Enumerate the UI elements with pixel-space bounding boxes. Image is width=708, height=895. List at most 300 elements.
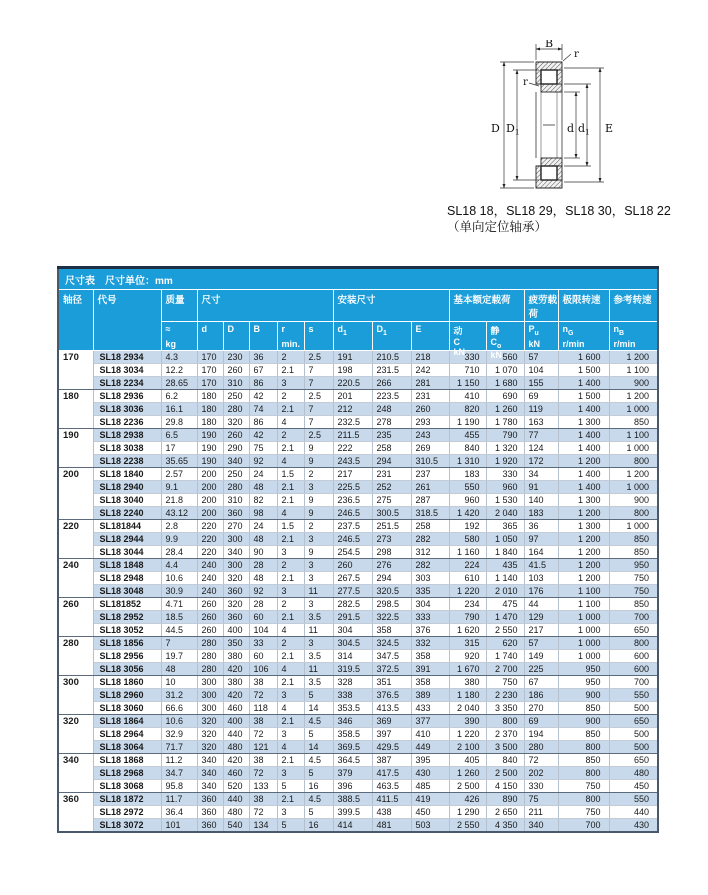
cell-s: 3.5 [304, 650, 333, 663]
cell-d1: 267.5 [333, 572, 372, 585]
cell-d: 260 [197, 598, 223, 611]
cell-C: 550 [449, 481, 486, 494]
cell-d: 220 [197, 546, 223, 559]
cell-d1: 364.5 [333, 754, 372, 767]
cell-s: 9 [304, 442, 333, 455]
cell-code: SL18 3064 [93, 741, 161, 754]
cell-D: 250 [223, 390, 249, 403]
cell-Pu: 217 [524, 624, 558, 637]
cell-D: 440 [223, 728, 249, 741]
cell-C: 960 [449, 494, 486, 507]
cell-C: 610 [449, 572, 486, 585]
cell-E: 304 [411, 598, 449, 611]
cell-code: SL181844 [93, 520, 161, 533]
cell-E: 419 [411, 793, 449, 806]
cell-D1: 275 [372, 494, 411, 507]
cell-d1: 304 [333, 624, 372, 637]
cell-s: 2.5 [304, 390, 333, 403]
cell-d1: 225.5 [333, 481, 372, 494]
cell-d: 320 [197, 728, 223, 741]
cell-d1: 338 [333, 689, 372, 702]
cell-Pu: 36 [524, 520, 558, 533]
cell-d1: 212 [333, 403, 372, 416]
label-d1: $d_1$ [578, 122, 590, 137]
cell-d: 360 [197, 806, 223, 819]
subheader-r-min: r min. [277, 322, 304, 351]
cell-E: 258 [411, 520, 449, 533]
cell-d: 240 [197, 559, 223, 572]
cell-d1: 328 [333, 676, 372, 689]
cell-D1: 251.5 [372, 520, 411, 533]
cell-shaft-diameter: 220 [58, 520, 93, 559]
cell-Co: 4 350 [486, 819, 524, 833]
cell-Co: 2 550 [486, 624, 524, 637]
cell-D1: 347.5 [372, 650, 411, 663]
cell-s: 5 [304, 728, 333, 741]
table-row [58, 572, 658, 585]
table-row [58, 533, 658, 546]
table-row [58, 702, 658, 715]
cell-D: 460 [223, 767, 249, 780]
cell-d: 300 [197, 702, 223, 715]
cell-d: 180 [197, 416, 223, 429]
table-row [58, 429, 658, 442]
cell-d: 170 [197, 351, 223, 364]
cell-d: 360 [197, 793, 223, 806]
cell-s: 16 [304, 819, 333, 833]
cell-E: 358 [411, 650, 449, 663]
cell-Pu: 163 [524, 416, 558, 429]
dimension-table [57, 266, 659, 833]
cell-d: 280 [197, 663, 223, 676]
cell-d: 170 [197, 364, 223, 377]
cell-s: 11 [304, 663, 333, 676]
cell-r: 4 [277, 741, 304, 754]
table-row [58, 403, 658, 416]
header-ref-speed: 参考转速 [609, 290, 658, 322]
cell-Co: 2 370 [486, 728, 524, 741]
cell-d: 190 [197, 429, 223, 442]
cell-E: 377 [411, 715, 449, 728]
label-B: B [544, 40, 554, 50]
cell-d1: 246.5 [333, 507, 372, 520]
cell-code: SL181852 [93, 598, 161, 611]
cell-r: 4 [277, 702, 304, 715]
cell-d1: 211.5 [333, 429, 372, 442]
cell-D: 360 [223, 611, 249, 624]
cell-code: SL18 2956 [93, 650, 161, 663]
cell-E: 376 [411, 624, 449, 637]
cell-B: 90 [249, 546, 277, 559]
cell-C: 234 [449, 598, 486, 611]
cell-nG: 1 200 [558, 559, 609, 572]
cell-B: 134 [249, 819, 277, 833]
cell-nG: 1 100 [558, 598, 609, 611]
cell-code: SL18 1848 [93, 559, 161, 572]
table-row [58, 559, 658, 572]
cell-r: 2.1 [277, 676, 304, 689]
cell-B: 92 [249, 585, 277, 598]
cell-B: 133 [249, 780, 277, 793]
subheader-dynamic-C: 动 C kN [449, 322, 486, 351]
cell-nG: 850 [558, 754, 609, 767]
cell-nB: 800 [609, 637, 658, 650]
label-r-inner: r [523, 77, 528, 88]
cell-C: 2 100 [449, 741, 486, 754]
cell-nG: 800 [558, 741, 609, 754]
cell-C: 710 [449, 364, 486, 377]
table-row [58, 806, 658, 819]
cell-r: 1.5 [277, 520, 304, 533]
cell-Pu: 103 [524, 572, 558, 585]
cell-Co: 2 700 [486, 663, 524, 676]
cell-nG: 1 400 [558, 429, 609, 442]
cell-Pu: 75 [524, 793, 558, 806]
cell-Pu: 164 [524, 546, 558, 559]
cell-nG: 1 200 [558, 507, 609, 520]
cell-B: 60 [249, 650, 277, 663]
cell-D1: 413.5 [372, 702, 411, 715]
cell-Pu: 44 [524, 598, 558, 611]
cell-code: SL18 2972 [93, 806, 161, 819]
cell-E: 312 [411, 546, 449, 559]
cell-D1: 369 [372, 715, 411, 728]
cell-nB: 550 [609, 793, 658, 806]
cell-d1: 243.5 [333, 455, 372, 468]
cell-nB: 500 [609, 741, 658, 754]
cell-mass: 31.2 [161, 689, 197, 702]
cell-D1: 258 [372, 442, 411, 455]
cell-C: 1 310 [449, 455, 486, 468]
table-row [58, 546, 658, 559]
cell-nB: 750 [609, 585, 658, 598]
table-row [58, 585, 658, 598]
cell-d: 190 [197, 442, 223, 455]
cell-code: SL18 3052 [93, 624, 161, 637]
cell-nB: 850 [609, 546, 658, 559]
cell-B: 75 [249, 442, 277, 455]
cell-D: 380 [223, 676, 249, 689]
cell-D1: 411.5 [372, 793, 411, 806]
cell-C: 2 550 [449, 819, 486, 833]
cell-E: 231 [411, 390, 449, 403]
drawing-caption-models: SL18 18，SL18 29，SL18 30，SL18 22 [447, 204, 671, 218]
cell-mass: 35.65 [161, 455, 197, 468]
cell-Pu: 124 [524, 442, 558, 455]
cell-B: 28 [249, 598, 277, 611]
cell-D: 480 [223, 806, 249, 819]
header-mass: 质量 [161, 290, 197, 322]
cell-E: 261 [411, 481, 449, 494]
cell-C: 1 220 [449, 585, 486, 598]
cell-E: 389 [411, 689, 449, 702]
cell-nG: 1 200 [558, 533, 609, 546]
cell-r: 3 [277, 585, 304, 598]
cell-C: 410 [449, 390, 486, 403]
cell-s: 9 [304, 507, 333, 520]
cell-s: 3 [304, 572, 333, 585]
cell-D: 320 [223, 572, 249, 585]
cell-d: 220 [197, 533, 223, 546]
cell-D: 420 [223, 663, 249, 676]
cell-Pu: 140 [524, 494, 558, 507]
cell-C: 2 500 [449, 780, 486, 793]
cell-E: 450 [411, 806, 449, 819]
cell-s: 7 [304, 403, 333, 416]
cell-d: 240 [197, 585, 223, 598]
table-row [58, 689, 658, 702]
cell-shaft-diameter: 320 [58, 715, 93, 754]
cell-mass: 9.1 [161, 481, 197, 494]
cell-shaft-diameter: 300 [58, 676, 93, 715]
cell-d1: 191 [333, 351, 372, 364]
cell-Co: 750 [486, 676, 524, 689]
bearing-drawing-svg [448, 40, 662, 200]
cell-D: 250 [223, 468, 249, 481]
cell-r: 2.1 [277, 650, 304, 663]
cell-C: 1 220 [449, 728, 486, 741]
cell-C: 330 [449, 351, 486, 364]
cell-D: 540 [223, 819, 249, 833]
cell-nG: 900 [558, 689, 609, 702]
cell-code: SL18 3038 [93, 442, 161, 455]
cell-mass: 28.4 [161, 546, 197, 559]
cell-E: 410 [411, 728, 449, 741]
cell-Pu: 280 [524, 741, 558, 754]
cell-E: 282 [411, 559, 449, 572]
cell-E: 391 [411, 663, 449, 676]
table-row [58, 494, 658, 507]
cell-B: 38 [249, 793, 277, 806]
cell-Co: 3 350 [486, 702, 524, 715]
cell-s: 9 [304, 494, 333, 507]
cell-E: 433 [411, 702, 449, 715]
header-code: 代号 [93, 290, 161, 351]
cell-nG: 1 000 [558, 650, 609, 663]
cell-D1: 273 [372, 533, 411, 546]
cell-D: 320 [223, 416, 249, 429]
cell-Pu: 69 [524, 715, 558, 728]
subheader-nB: $n_B$ r/min [609, 322, 658, 351]
cell-D: 290 [223, 442, 249, 455]
cell-s: 14 [304, 741, 333, 754]
cell-D1: 248 [372, 403, 411, 416]
label-D1: $D_1$ [506, 122, 520, 137]
cell-r: 2 [277, 351, 304, 364]
table-row [58, 364, 658, 377]
cell-D: 380 [223, 650, 249, 663]
cell-d1: 201 [333, 390, 372, 403]
label-r-top: r [574, 49, 579, 60]
subheader-static-Co: 静 $C_o$ kN [486, 322, 524, 351]
cell-B: 38 [249, 715, 277, 728]
cell-Co: 3 500 [486, 741, 524, 754]
cell-d: 280 [197, 650, 223, 663]
cell-mass: 4.71 [161, 598, 197, 611]
cell-nG: 1 000 [558, 611, 609, 624]
cell-D1: 210.5 [372, 351, 411, 364]
cell-d1: 198 [333, 364, 372, 377]
label-E: E [605, 122, 614, 135]
cell-mass: 19.7 [161, 650, 197, 663]
subheader-D1: $D_1$ [372, 322, 411, 351]
cell-mass: 2.57 [161, 468, 197, 481]
table-row [58, 416, 658, 429]
cell-r: 5 [277, 780, 304, 793]
table-row [58, 455, 658, 468]
cell-shaft-diameter: 360 [58, 793, 93, 833]
table-row [58, 520, 658, 533]
cell-E: 335 [411, 585, 449, 598]
header-dimensions: 尺寸 [197, 290, 333, 322]
cell-Co: 1 320 [486, 442, 524, 455]
cell-Co: 620 [486, 637, 524, 650]
cell-code: SL18 2964 [93, 728, 161, 741]
cell-nB: 550 [609, 689, 658, 702]
cell-C: 580 [449, 533, 486, 546]
cell-D1: 276 [372, 559, 411, 572]
cell-E: 269 [411, 442, 449, 455]
cell-B: 86 [249, 377, 277, 390]
cell-d1: 399.5 [333, 806, 372, 819]
cell-mass: 10 [161, 676, 197, 689]
cell-B: 82 [249, 494, 277, 507]
cell-D1: 324.5 [372, 637, 411, 650]
cell-r: 1.5 [277, 468, 304, 481]
cell-Pu: 91 [524, 481, 558, 494]
cell-E: 237 [411, 468, 449, 481]
cell-D: 460 [223, 702, 249, 715]
cell-E: 358 [411, 676, 449, 689]
cell-mass: 21.8 [161, 494, 197, 507]
cell-B: 121 [249, 741, 277, 754]
cell-B: 48 [249, 533, 277, 546]
cell-C: 455 [449, 429, 486, 442]
cell-Pu: 225 [524, 663, 558, 676]
cell-d1: 319.5 [333, 663, 372, 676]
cell-d1: 277.5 [333, 585, 372, 598]
table-row [58, 468, 658, 481]
cell-D1: 463.5 [372, 780, 411, 793]
cell-mass: 4.3 [161, 351, 197, 364]
cell-nB: 850 [609, 416, 658, 429]
cell-mass: 16.1 [161, 403, 197, 416]
cell-D: 420 [223, 754, 249, 767]
cell-mass: 66.6 [161, 702, 197, 715]
cell-Pu: 41.5 [524, 559, 558, 572]
cell-Co: 475 [486, 598, 524, 611]
cell-code: SL18 1856 [93, 637, 161, 650]
header-shaft-dia: 轴径 [58, 290, 93, 351]
cell-r: 3 [277, 689, 304, 702]
cell-mass: 9.9 [161, 533, 197, 546]
cell-Co: 1 070 [486, 364, 524, 377]
cell-Co: 1 530 [486, 494, 524, 507]
cell-code: SL18 1840 [93, 468, 161, 481]
cell-Pu: 57 [524, 351, 558, 364]
cell-Pu: 34 [524, 468, 558, 481]
cell-D: 280 [223, 481, 249, 494]
cell-Co: 365 [486, 520, 524, 533]
subheader-d1: $d_1$ [333, 322, 372, 351]
cell-nG: 1 400 [558, 442, 609, 455]
cell-B: 36 [249, 351, 277, 364]
table-row [58, 351, 658, 364]
cell-Co: 435 [486, 559, 524, 572]
cell-nB: 480 [609, 767, 658, 780]
cell-r: 2.1 [277, 442, 304, 455]
cell-d: 200 [197, 494, 223, 507]
cell-Pu: 104 [524, 364, 558, 377]
cell-Pu: 176 [524, 585, 558, 598]
cell-B: 60 [249, 611, 277, 624]
cell-nB: 500 [609, 702, 658, 715]
cell-E: 430 [411, 767, 449, 780]
cell-Pu: 186 [524, 689, 558, 702]
cell-s: 7 [304, 364, 333, 377]
cell-Pu: 202 [524, 767, 558, 780]
subheader-D: D [223, 322, 249, 351]
cell-Co: 1 920 [486, 455, 524, 468]
cell-D: 420 [223, 689, 249, 702]
cell-code: SL18 2240 [93, 507, 161, 520]
cell-d: 340 [197, 767, 223, 780]
cell-nG: 750 [558, 780, 609, 793]
cell-r: 3 [277, 728, 304, 741]
cell-d: 280 [197, 637, 223, 650]
cell-mass: 18.5 [161, 611, 197, 624]
cell-Co: 690 [486, 390, 524, 403]
cell-r: 2.1 [277, 533, 304, 546]
cell-C: 1 290 [449, 806, 486, 819]
cell-Co: 790 [486, 429, 524, 442]
cell-mass: 30.9 [161, 585, 197, 598]
cell-Co: 4 150 [486, 780, 524, 793]
cell-Pu: 77 [524, 429, 558, 442]
cell-D1: 417.5 [372, 767, 411, 780]
cell-Co: 840 [486, 754, 524, 767]
cell-s: 3 [304, 637, 333, 650]
cell-s: 3 [304, 559, 333, 572]
cell-r: 2 [277, 390, 304, 403]
cell-B: 38 [249, 676, 277, 689]
cell-r: 2 [277, 429, 304, 442]
cell-C: 224 [449, 559, 486, 572]
cell-s: 9 [304, 546, 333, 559]
cell-Pu: 155 [524, 377, 558, 390]
cell-nB: 1 100 [609, 429, 658, 442]
subheader-d: d [197, 322, 223, 351]
cell-code: SL18 3068 [93, 780, 161, 793]
cell-E: 287 [411, 494, 449, 507]
cell-E: 310.5 [411, 455, 449, 468]
cell-code: SL18 3048 [93, 585, 161, 598]
cell-B: 24 [249, 520, 277, 533]
cell-Co: 2 010 [486, 585, 524, 598]
cell-mass: 10.6 [161, 572, 197, 585]
cell-D: 320 [223, 598, 249, 611]
cell-D: 260 [223, 364, 249, 377]
cell-d: 240 [197, 572, 223, 585]
table-row [58, 780, 658, 793]
cell-d1: 237.5 [333, 520, 372, 533]
cell-Co: 1 680 [486, 377, 524, 390]
table-row [58, 390, 658, 403]
cell-d1: 396 [333, 780, 372, 793]
cell-nG: 850 [558, 702, 609, 715]
cell-Pu: 183 [524, 507, 558, 520]
cell-shaft-diameter: 240 [58, 559, 93, 598]
